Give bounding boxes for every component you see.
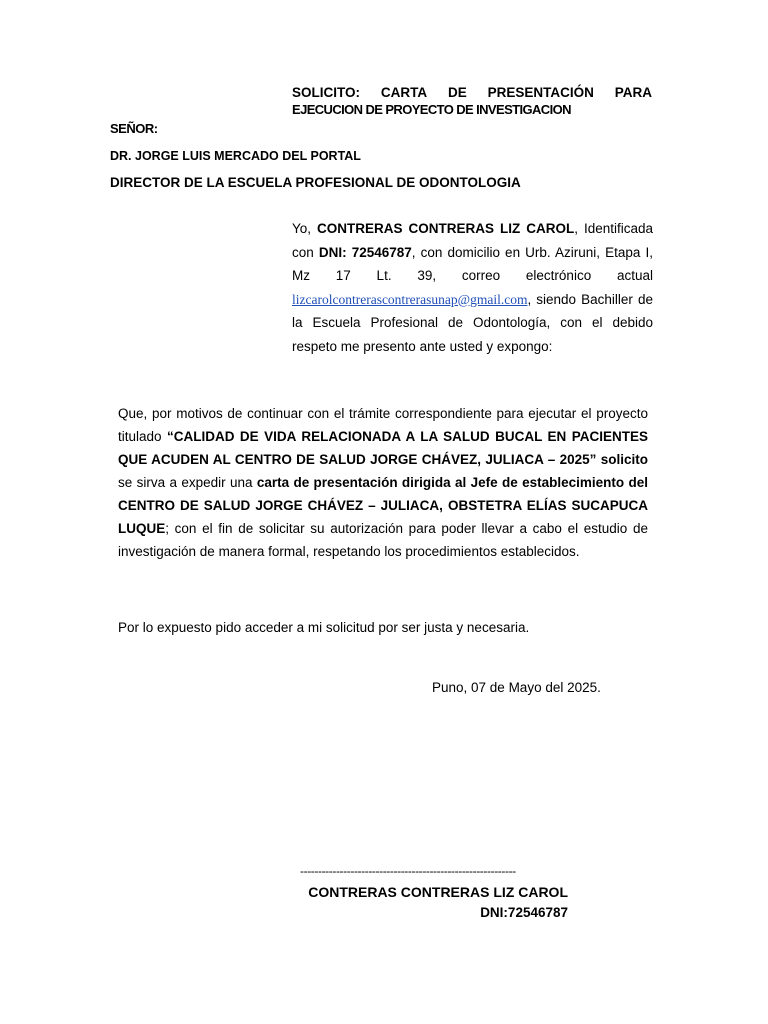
addressee-title: DIRECTOR DE LA ESCUELA PROFESIONAL DE ODONTOLOGIA <box>110 175 521 190</box>
intro-text: , siendo Bachiller de la Escuela Profesional de Odontología, con el debido respeto me presento ante usted y expongo: <box>292 291 653 354</box>
subject-word: PARA <box>614 85 652 100</box>
request-detail: carta de presentación dirigida al Jefe de establecimiento del CENTRO DE SALUD JORGE CHÁVEZ – JULIACA, OBSTETRA ELÍAS SUCAPUCA LUQUE <box>118 475 649 536</box>
letter-date: Puno, 07 de Mayo del 2025. <box>432 680 601 695</box>
email-link[interactable]: lizcarolcontrerascontrerasunap@gmail.com <box>292 291 528 307</box>
intro-paragraph <box>292 217 653 358</box>
request-text: Que, por motivos de continuar con el trámite correspondiente para ejecutar el proyecto titulado <box>118 406 648 444</box>
project-title: “CALIDAD DE VIDA RELACIONADA A LA SALUD BUCAL EN PACIENTES QUE ACUDEN AL CENTRO DE SALUD JORGE CHÁVEZ, JULIACA – 2025” solicito <box>118 429 648 467</box>
request-paragraph <box>118 402 648 563</box>
applicant-dni: DNI: 72546787 <box>318 244 412 260</box>
subject-word: SOLICITO: <box>292 85 361 100</box>
applicant-name: CONTRERAS CONTRERAS LIZ CAROL <box>317 221 575 236</box>
subject-word: CARTA <box>380 85 428 100</box>
subject-line-1 <box>292 84 652 101</box>
closing-sentence: Por lo expuesto pido acceder a mi solicitud por ser justa y necesaria. <box>118 620 530 635</box>
subject-heading <box>292 84 652 118</box>
addressee-name: DR. JORGE LUIS MERCADO DEL PORTAL <box>110 149 361 163</box>
request-text: ; con el fin de solicitar su autorización para poder llevar a cabo el estudio de investigación de manera formal, respetando los procedimientos establecidos. <box>118 521 648 559</box>
intro-text: , con domicilio en Urb. Aziruni, Etapa I, Mz 17 Lt. 39, correo electrónico actual <box>292 244 653 283</box>
signature-dni: DNI:72546787 <box>480 905 568 920</box>
signature-line: ------------------------------------------------------------ <box>300 864 516 878</box>
signature-name: CONTRERAS CONTRERAS LIZ CAROL <box>308 884 568 900</box>
subject-word: PRESENTACIÓN <box>487 85 594 100</box>
intro-text: Yo, <box>292 221 318 236</box>
subject-line-2: EJECUCION DE PROYECTO DE INVESTIGACION <box>292 102 571 117</box>
subject-word: DE <box>447 85 467 100</box>
intro-text: , Identificada con <box>292 221 654 260</box>
salutation: SEÑOR: <box>110 121 158 136</box>
request-text: se sirva a expedir una <box>118 475 257 490</box>
